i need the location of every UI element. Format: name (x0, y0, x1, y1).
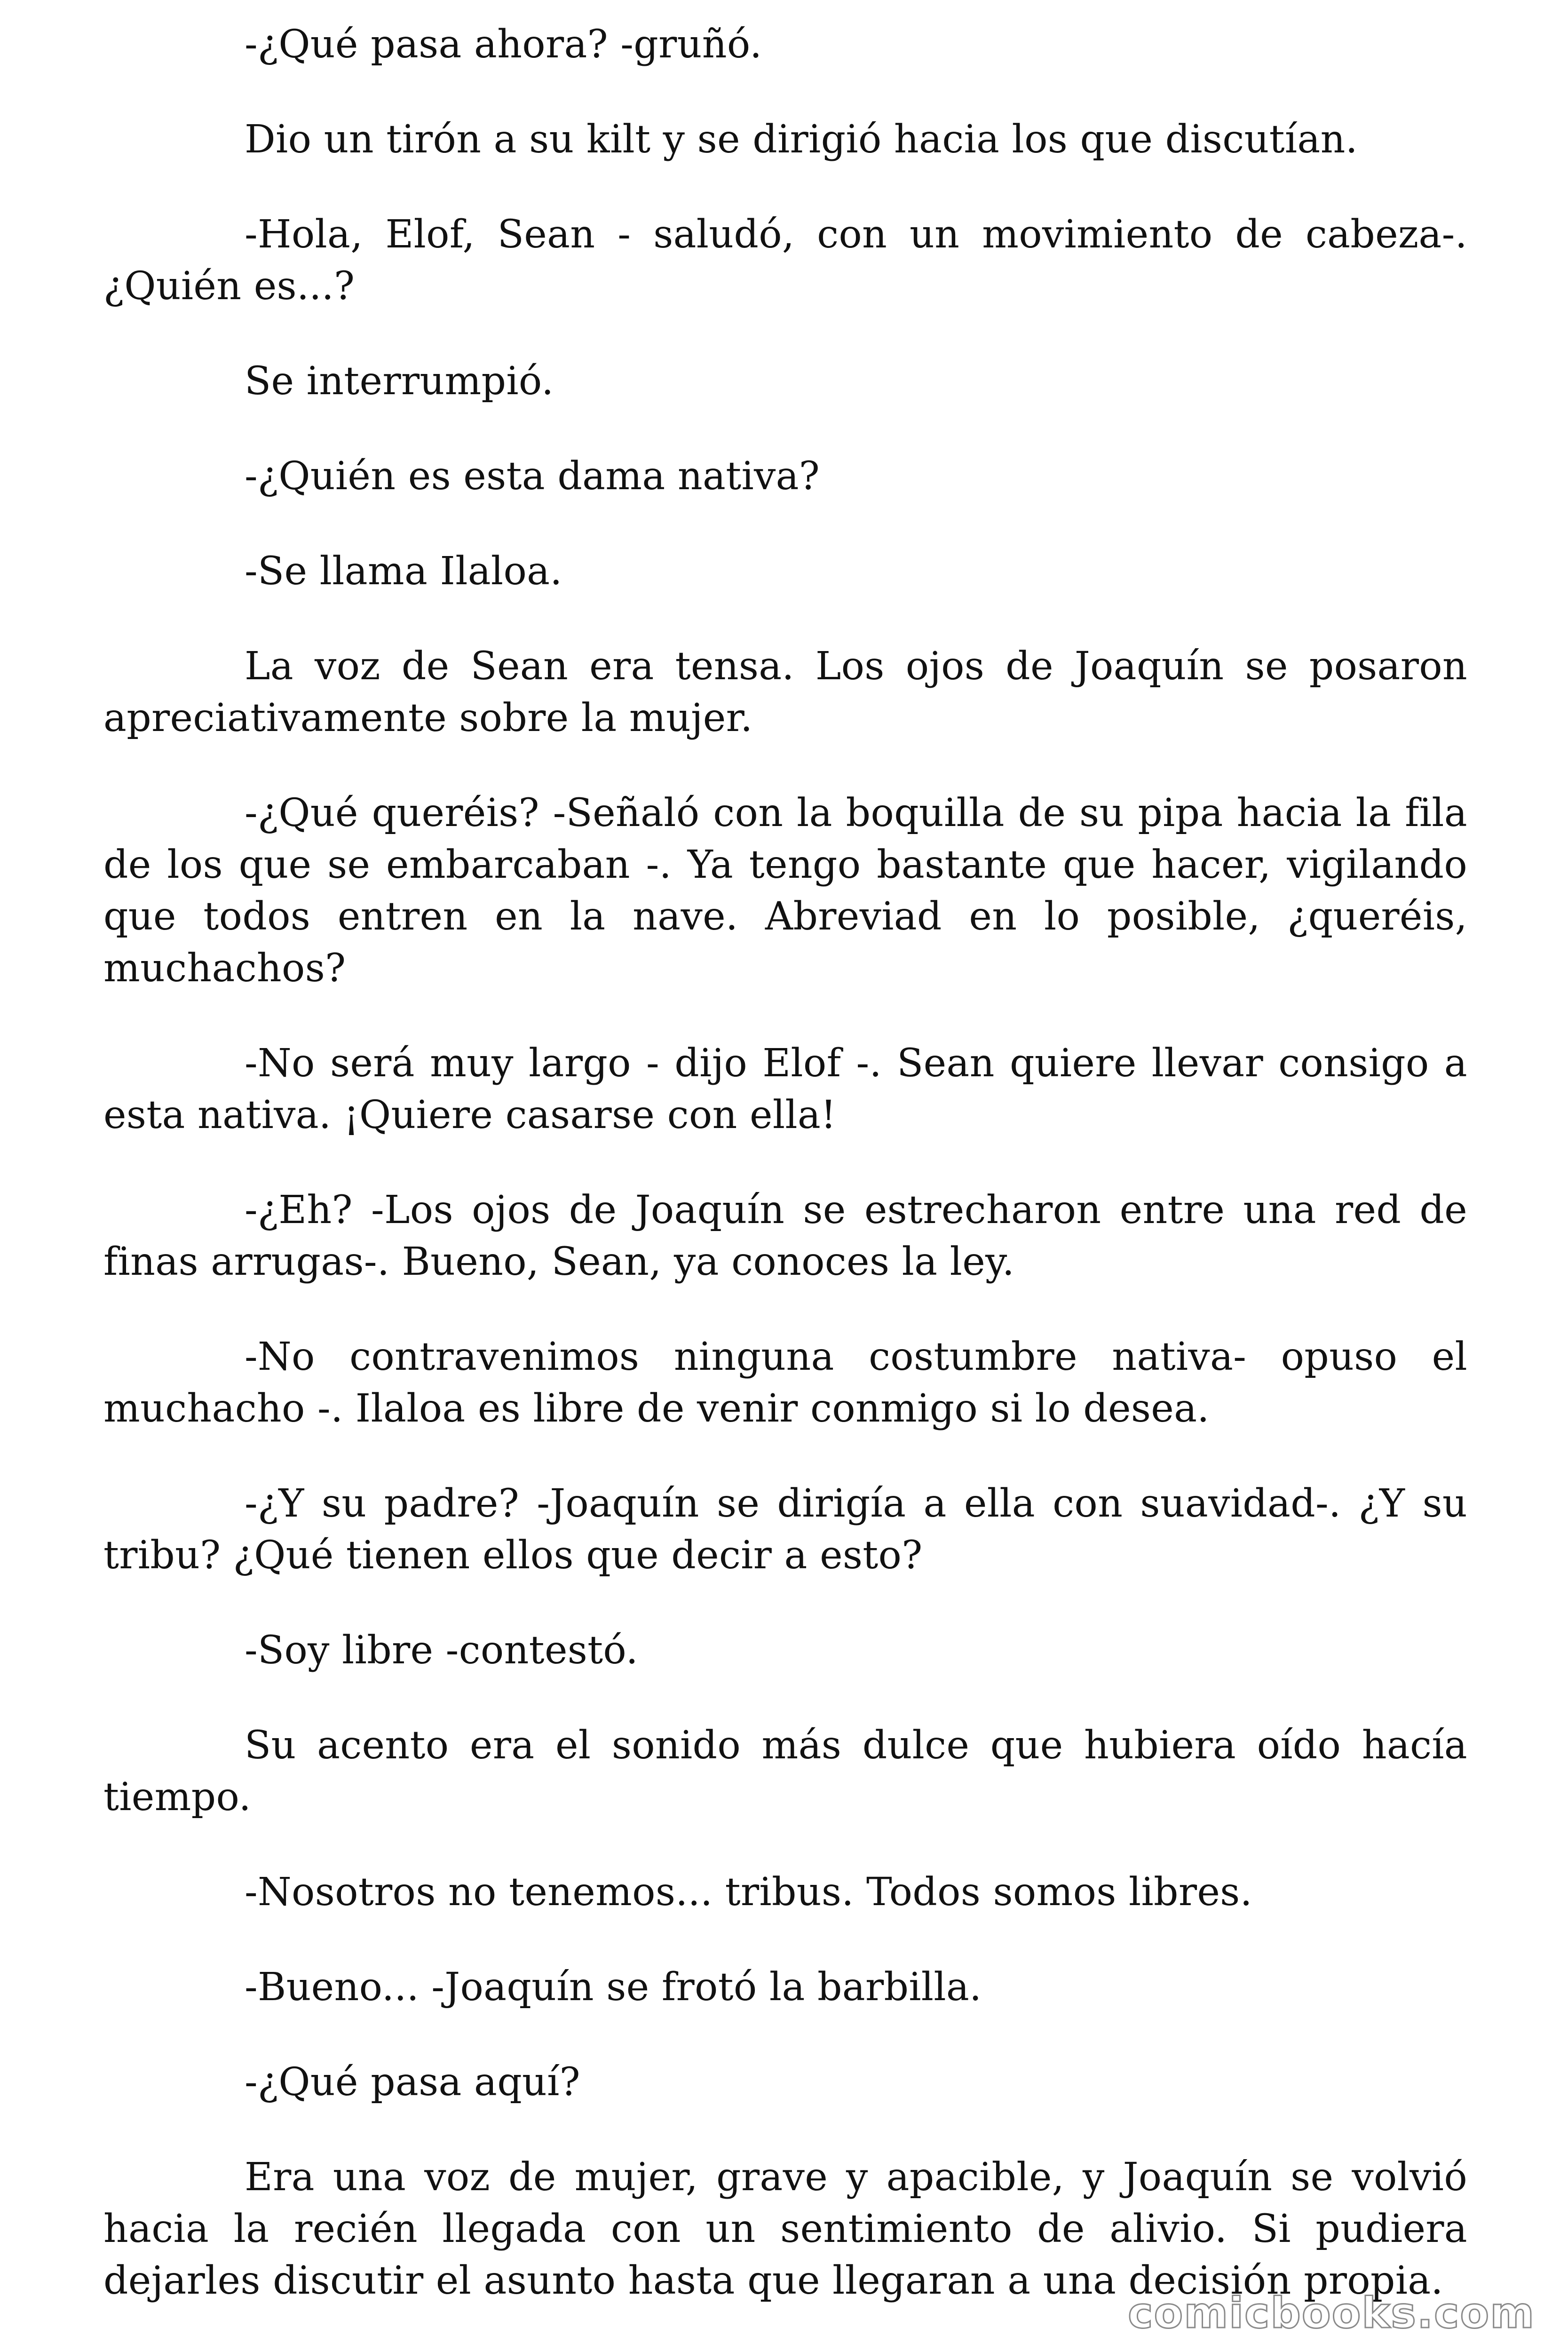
paragraph: Dio un tirón a su kilt y se dirigió hacia los que discutían. (245, 117, 1358, 162)
paragraph: Era una voz de mujer, grave y apacible, y Joaquín se volvió hacia la recién llegada con un sentimiento de alivio. Si pudiera dejarles discutir el asunto hasta que llegaran a una decisión propia. (103, 2155, 1467, 2303)
paragraph: -¿Qué pasa ahora? -gruñó. (245, 22, 762, 67)
paragraph: Su acento era el sonido más dulce que hubiera oído hacía tiempo. (103, 1723, 1467, 1820)
paragraph: -Nosotros no tenemos... tribus. Todos somos libres. (245, 1870, 1252, 1915)
paragraph: -Bueno... -Joaquín se frotó la barbilla. (245, 1965, 982, 2010)
paragraph: -¿Qué pasa aquí? (245, 2060, 580, 2105)
paragraph: Se interrumpió. (245, 359, 554, 404)
paragraph: -Hola, Elof, Sean - saludó, con un movimiento de cabeza-. ¿Quién es...? (103, 212, 1467, 309)
paragraph: -Se llama Ilaloa. (245, 549, 562, 594)
paragraph: La voz de Sean era tensa. Los ojos de Joaquín se posaron apreciativamente sobre la mujer. (103, 644, 1467, 740)
paragraph: -No contravenimos ninguna costumbre nativa- opuso el muchacho -. Ilaloa es libre de venir conmigo si lo desea. (103, 1335, 1467, 1431)
paragraph: -Soy libre -contestó. (245, 1628, 638, 1673)
paragraph: -¿Eh? -Los ojos de Joaquín se estrecharon entre una red de finas arrugas-. Bueno, Sean, ya conoces la ley. (103, 1188, 1467, 1284)
book-page (103, 19, 1467, 2350)
paragraph: -No será muy largo - dijo Elof -. Sean quiere llevar consigo a esta nativa. ¡Quiere casarse con ella! (103, 1041, 1467, 1137)
paragraph: -¿Quién es esta dama nativa? (245, 454, 820, 499)
paragraph: -¿Qué queréis? -Señaló con la boquilla de su pipa hacia la fila de los que se embarcaban -. Ya tengo bastante que hacer, vigilando que todos entren en la nave. Abreviad en lo posible, ¿queréis, muchachos? (103, 791, 1467, 991)
paragraph: -¿Y su padre? -Joaquín se dirigía a ella con suavidad-. ¿Y su tribu? ¿Qué tienen ellos que decir a esto? (103, 1481, 1467, 1578)
watermark: comicbooks.com (1128, 2288, 1535, 2338)
